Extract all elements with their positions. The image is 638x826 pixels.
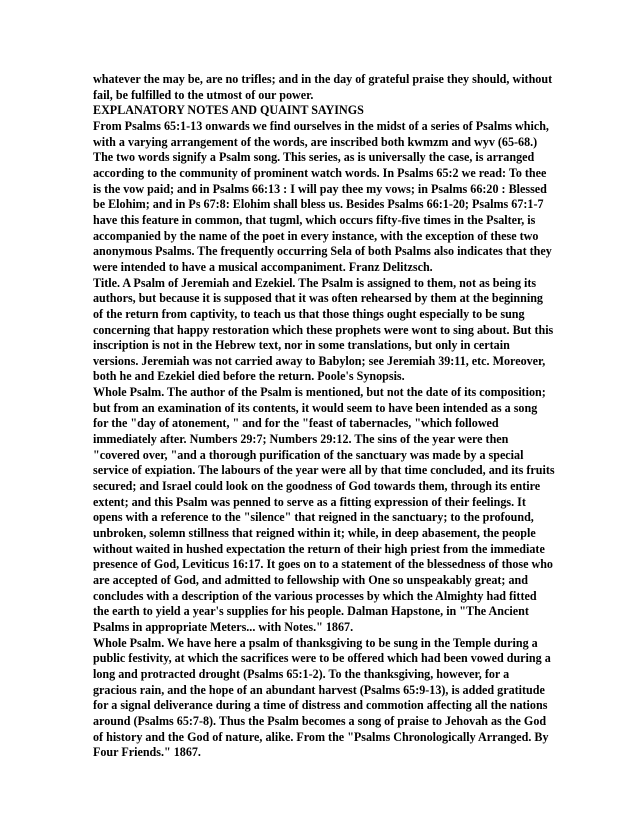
paragraph-continuation: whatever the may be, are no trifles; and in the day of grateful praise they should, without fail, be fulfilled to the utmost of our power. xyxy=(93,72,553,102)
paragraph-whole-psalm-hapstone: Whole Psalm. The author of the Psalm is mentioned, but not the date of its composition; but from an examination of its contents, it would seem to have been intended as a song for the "day of atonement, " and for the "feast of tabernacles, "which followed immediately after. Numbers 29:7; Numbers 29:12. The sins of the year were then "covered over, "and a thorough purification of the sanctuary was made by a special service of expiation. The labours of the year were all by that time concluded, and its fruits secured; and Israel could look on the goodness of God towards them, through its entire extent; and this Psalm was penned to serve as a fitting expression of their feelings. It opens with a reference to the "silence" that reigned in the sanctuary; to the profound, unbroken, solemn stillness that reigned within it; while, in deep abasement, the people without waited in hushed expectation the return of their high priest from the immediate presence of God, Leviticus 16:17. It goes on to a statement of the blessedness of those who are accepted of God, and admitted to fellowship with One so unspeakably great; and concludes with a description of the various processes by which the Almighty had fitted the earth to yield a year's supplies for his people. Dalman Hapstone, in "The Ancient Psalms in appropriate Meters... with Notes." 1867. xyxy=(93,385,555,634)
section-heading: EXPLANATORY NOTES AND QUAINT SAYINGS xyxy=(93,103,364,118)
paragraph-title-note: Title. A Psalm of Jeremiah and Ezekiel. The Psalm is assigned to them, not as being its authors, but because it is supposed that it was often rehearsed by them at the beginning of the return from captivity, to teach us that those things ought especially to be sung concerning that happy restoration which these prophets were wont to sing about. But this inscription is not in the Hebrew text, nor in some translations, but only in certain versions. Jeremiah was not carried away to Babylon; see Jeremiah 39:11, etc. Moreover, both he and Ezekiel died before the return. Poole's Synopsis. xyxy=(93,275,554,384)
paragraph-whole-psalm-four-friends: Whole Psalm. We have here a psalm of thanksgiving to be sung in the Temple during a public festivity, at which the sacrifices were to be offered which had been vowed during a long and protracted drought (Psalms 65:1-2). To the thanksgiving, however, for a gracious rain, and the hope of an abundant harvest (Psalms 65:9-13), is added gratitude for a signal deliverance during a time of distress and commotion affecting all the nations around (Psalms 65:7-8). Thus the Psalm becomes a song of praise to Jehovah as the God of history and the God of nature, alike. From the "Psalms Chronologically Arranged. By Four Friends." 1867. xyxy=(93,635,551,760)
paragraph-delitzsch: From Psalms 65:1-13 onwards we find ourselves in the midst of a series of Psalms which, with a varying arrangement of the words, are inscribed both kwmzm and wyv (65-68.) The two words signify a Psalm song. This series, as is universally the case, is arranged according to the community of prominent watch words. In Psalms 65:2 we read: To thee is the vow paid; and in Psalms 66:13 : I will pay thee my vows; in Psalms 66:20 : Blessed be Elohim; and in Ps 67:8: Elohim shall bless us. Besides Psalms 66:1-20; Psalms 67:1-7 have this feature in common, that tugml, which occurs fifty-five times in the Psalter, is accompanied by the name of the poet in every instance, with the exception of these two anonymous Psalms. The frequently occurring Sela of both Psalms also indicates that they were intended to have a musical accompaniment. Franz Delitzsch. xyxy=(93,118,552,274)
document-page xyxy=(93,72,555,761)
